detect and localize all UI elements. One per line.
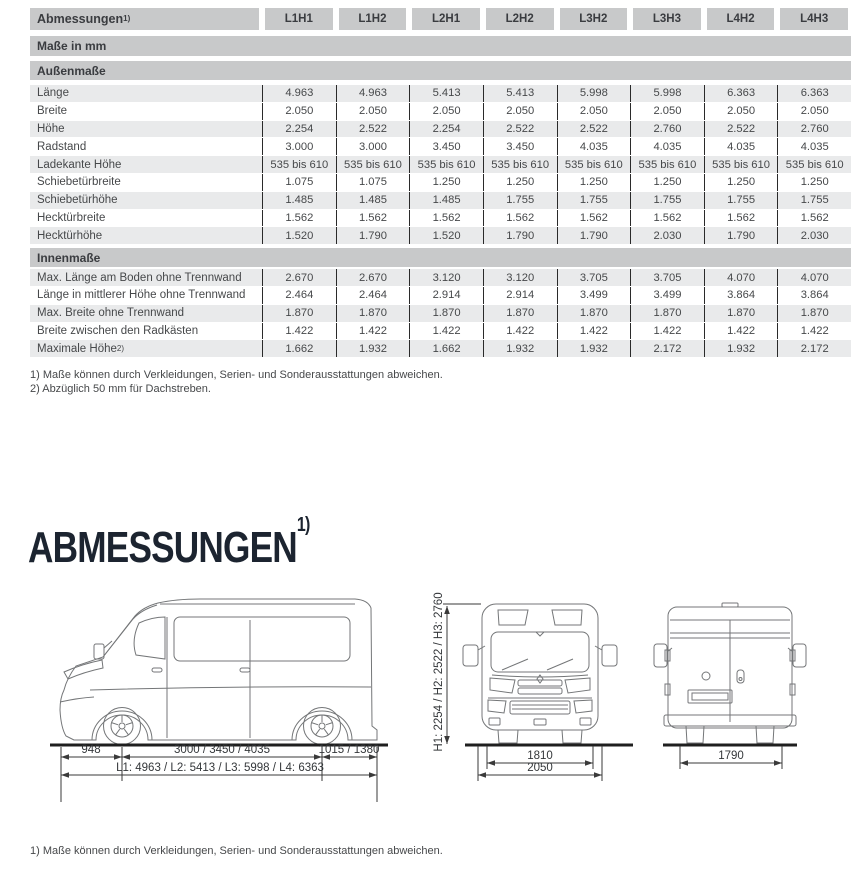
table-row — [30, 156, 851, 173]
table-cell: 1.870 — [409, 305, 483, 322]
table-cell: 1.562 — [630, 210, 704, 227]
table-cell: 2.760 — [777, 121, 851, 138]
table-cell: 1.870 — [336, 305, 410, 322]
table-cell: 4.035 — [704, 138, 778, 155]
table-row — [30, 340, 851, 357]
column-header: L3H3 — [633, 8, 701, 30]
row-label: Schiebetürbreite — [37, 176, 121, 189]
table-cell: 1.250 — [557, 174, 631, 191]
table-cell: 3.705 — [630, 269, 704, 286]
table-cell: 2.050 — [777, 103, 851, 120]
table-row — [30, 305, 851, 322]
table-cell: 535 bis 610 — [704, 156, 778, 173]
table-cell: 535 bis 610 — [777, 156, 851, 173]
column-header: L1H2 — [339, 8, 407, 30]
dim-rear-overhang: 1015 / 1380 — [318, 744, 380, 756]
table-cell: 1.932 — [557, 340, 631, 357]
table-cell: 1.562 — [262, 210, 336, 227]
table-cell: 1.562 — [483, 210, 557, 227]
table-cell: 1.755 — [777, 192, 851, 209]
table-cell: 2.172 — [630, 340, 704, 357]
dim-front-overhang: 948 — [81, 744, 101, 756]
section-band: Innenmaße — [30, 248, 851, 267]
row-label: Maximale Höhe 2) — [37, 342, 125, 355]
table-cell: 3.000 — [336, 138, 410, 155]
table-cell: 1.870 — [630, 305, 704, 322]
dim-wheelbase: 3000 / 3450 / 4035 — [174, 744, 270, 756]
table-cell: 1.755 — [630, 192, 704, 209]
table-cell: 1.520 — [262, 227, 336, 244]
row-label: Max. Breite ohne Trennwand — [37, 307, 185, 320]
table-cell: 1.422 — [777, 323, 851, 340]
table-cell: 2.914 — [483, 287, 557, 304]
column-header: L2H1 — [412, 8, 480, 30]
table-cell: 4.035 — [777, 138, 851, 155]
table-cell: 3.864 — [777, 287, 851, 304]
table-cell: 1.520 — [409, 227, 483, 244]
table-row — [30, 103, 851, 120]
table-cell: 2.914 — [409, 287, 483, 304]
table-cell: 4.035 — [630, 138, 704, 155]
table-cell: 2.522 — [704, 121, 778, 138]
table-cell: 1.870 — [483, 305, 557, 322]
table-cell: 535 bis 610 — [630, 156, 704, 173]
table-cell: 535 bis 610 — [409, 156, 483, 173]
table-cell: 1.662 — [262, 340, 336, 357]
table-cell: 1.422 — [336, 323, 410, 340]
table-cell: 3.864 — [704, 287, 778, 304]
table-cell: 535 bis 610 — [557, 156, 631, 173]
table-cell: 1.790 — [483, 227, 557, 244]
row-label: Breite zwischen den Radkästen — [37, 324, 199, 337]
column-header: L4H3 — [780, 8, 848, 30]
page-title-footnote-ref: 1) — [296, 513, 310, 536]
table-cell: 1.485 — [336, 192, 410, 209]
table-cell: 1.075 — [262, 174, 336, 191]
footnotes — [30, 369, 443, 396]
table-cell: 2.464 — [336, 287, 410, 304]
row-label: Radstand — [37, 140, 87, 153]
table-cell: 535 bis 610 — [483, 156, 557, 173]
table-cell: 1.932 — [483, 340, 557, 357]
table-row — [30, 287, 851, 304]
dimension-diagram — [0, 560, 855, 820]
table-cell: 1.932 — [336, 340, 410, 357]
table-row — [30, 174, 851, 191]
table-title: Abmessungen — [37, 12, 124, 26]
table-cell: 1.790 — [336, 227, 410, 244]
row-label: Hecktürhöhe — [37, 229, 103, 242]
table-cell: 2.670 — [262, 269, 336, 286]
table-cell: 1.250 — [409, 174, 483, 191]
table-cell: 535 bis 610 — [262, 156, 336, 173]
table-cell: 3.120 — [483, 269, 557, 286]
dimensions-table — [30, 8, 851, 358]
column-header: L1H1 — [265, 8, 333, 30]
section-band: Maße in mm — [30, 36, 851, 56]
table-cell: 4.963 — [336, 85, 410, 102]
table-cell: 1.562 — [336, 210, 410, 227]
table-cell: 2.030 — [777, 227, 851, 244]
table-cell: 1.562 — [409, 210, 483, 227]
table-cell: 1.790 — [557, 227, 631, 244]
footnote-2: 2) Abzüglich 50 mm für Dachstreben. — [30, 382, 211, 395]
table-cell: 6.363 — [777, 85, 851, 102]
table-cell: 1.562 — [777, 210, 851, 227]
table-cell: 6.363 — [704, 85, 778, 102]
table-cell: 1.250 — [483, 174, 557, 191]
table-cell: 3.499 — [630, 287, 704, 304]
table-header-row — [30, 8, 851, 30]
table-cell: 535 bis 610 — [336, 156, 410, 173]
table-cell: 1.755 — [557, 192, 631, 209]
side-view-drawing — [60, 599, 377, 745]
table-cell: 2.254 — [409, 121, 483, 138]
table-cell: 1.485 — [262, 192, 336, 209]
section-band: Außenmaße — [30, 61, 851, 80]
table-row — [30, 269, 851, 286]
table-cell: 3.450 — [409, 138, 483, 155]
dim-total-length: L1: 4963 / L2: 5413 / L3: 5998 / L4: 6363 — [116, 762, 324, 774]
table-cell: 2.050 — [557, 103, 631, 120]
table-cell: 1.250 — [704, 174, 778, 191]
table-cell: 1.932 — [704, 340, 778, 357]
table-cell: 1.250 — [630, 174, 704, 191]
row-label: Schiebetürhöhe — [37, 194, 118, 207]
table-row — [30, 138, 851, 155]
table-row — [30, 121, 851, 138]
row-label: Hecktürbreite — [37, 211, 106, 224]
table-cell: 2.760 — [630, 121, 704, 138]
table-row — [30, 323, 851, 340]
table-cell: 5.413 — [483, 85, 557, 102]
table-cell: 1.075 — [336, 174, 410, 191]
row-label: Breite — [37, 105, 68, 118]
table-cell: 2.670 — [336, 269, 410, 286]
table-cell: 3.499 — [557, 287, 631, 304]
table-cell: 1.422 — [704, 323, 778, 340]
table-cell: 1.870 — [262, 305, 336, 322]
table-cell: 5.413 — [409, 85, 483, 102]
table-cell: 2.050 — [704, 103, 778, 120]
table-cell: 1.870 — [704, 305, 778, 322]
table-cell: 2.050 — [630, 103, 704, 120]
table-cell: 2.254 — [262, 121, 336, 138]
table-cell: 3.705 — [557, 269, 631, 286]
table-cell: 1.422 — [557, 323, 631, 340]
page-title-text: ABMESSUNGEN — [28, 523, 297, 573]
table-header-label: Abmessungen 1) — [30, 8, 259, 30]
table-cell: 5.998 — [630, 85, 704, 102]
table-cell: 1.755 — [483, 192, 557, 209]
table-cell: 2.522 — [483, 121, 557, 138]
rear-view-drawing — [654, 603, 806, 743]
column-header: L3H2 — [560, 8, 628, 30]
footnote-bottom: 1) Maße können durch Verkleidungen, Serien- und Sonderausstattungen abweichen. — [30, 845, 443, 857]
table-cell: 4.035 — [557, 138, 631, 155]
dimension-arrows — [61, 606, 782, 778]
table-cell: 2.172 — [777, 340, 851, 357]
table-cell: 1.755 — [704, 192, 778, 209]
table-cell: 2.522 — [336, 121, 410, 138]
dim-overall-width: 2050 — [527, 762, 553, 774]
front-view-drawing — [463, 604, 617, 743]
dim-height: H1: 2254 / H2: 2522 / H3: 2760 — [433, 592, 445, 752]
dim-front-track: 1810 — [527, 750, 553, 762]
table-cell: 2.050 — [483, 103, 557, 120]
table-cell: 1.422 — [262, 323, 336, 340]
table-cell: 1.485 — [409, 192, 483, 209]
table-cell: 1.250 — [777, 174, 851, 191]
table-cell: 1.662 — [409, 340, 483, 357]
table-cell: 4.070 — [777, 269, 851, 286]
table-cell: 1.790 — [704, 227, 778, 244]
table-cell: 4.963 — [262, 85, 336, 102]
table-cell: 4.070 — [704, 269, 778, 286]
row-label: Länge — [37, 87, 69, 100]
table-row — [30, 85, 851, 102]
table-cell: 1.422 — [483, 323, 557, 340]
table-cell: 1.562 — [704, 210, 778, 227]
table-cell: 1.422 — [409, 323, 483, 340]
table-cell: 3.450 — [483, 138, 557, 155]
row-label: Ladekante Höhe — [37, 158, 122, 171]
table-cell: 1.870 — [557, 305, 631, 322]
table-cell: 2.464 — [262, 287, 336, 304]
table-cell: 2.050 — [336, 103, 410, 120]
dim-rear-track: 1790 — [718, 750, 744, 762]
table-row — [30, 210, 851, 227]
table-cell: 1.870 — [777, 305, 851, 322]
column-header: L4H2 — [707, 8, 775, 30]
table-cell: 3.120 — [409, 269, 483, 286]
footnote-1: 1) Maße können durch Verkleidungen, Serien- und Sonderausstattungen abweichen. — [30, 369, 443, 381]
table-row — [30, 227, 851, 244]
table-cell: 5.998 — [557, 85, 631, 102]
table-cell: 3.000 — [262, 138, 336, 155]
table-row — [30, 192, 851, 209]
table-cell: 2.522 — [557, 121, 631, 138]
table-cell: 1.562 — [557, 210, 631, 227]
table-cell: 2.050 — [262, 103, 336, 120]
table-cell: 2.050 — [409, 103, 483, 120]
row-label: Max. Länge am Boden ohne Trennwand — [37, 271, 242, 284]
column-header: L2H2 — [486, 8, 554, 30]
row-label: Länge in mittlerer Höhe ohne Trennwand — [37, 289, 246, 302]
table-cell: 1.422 — [630, 323, 704, 340]
row-label: Höhe — [37, 122, 65, 135]
table-cell: 2.030 — [630, 227, 704, 244]
